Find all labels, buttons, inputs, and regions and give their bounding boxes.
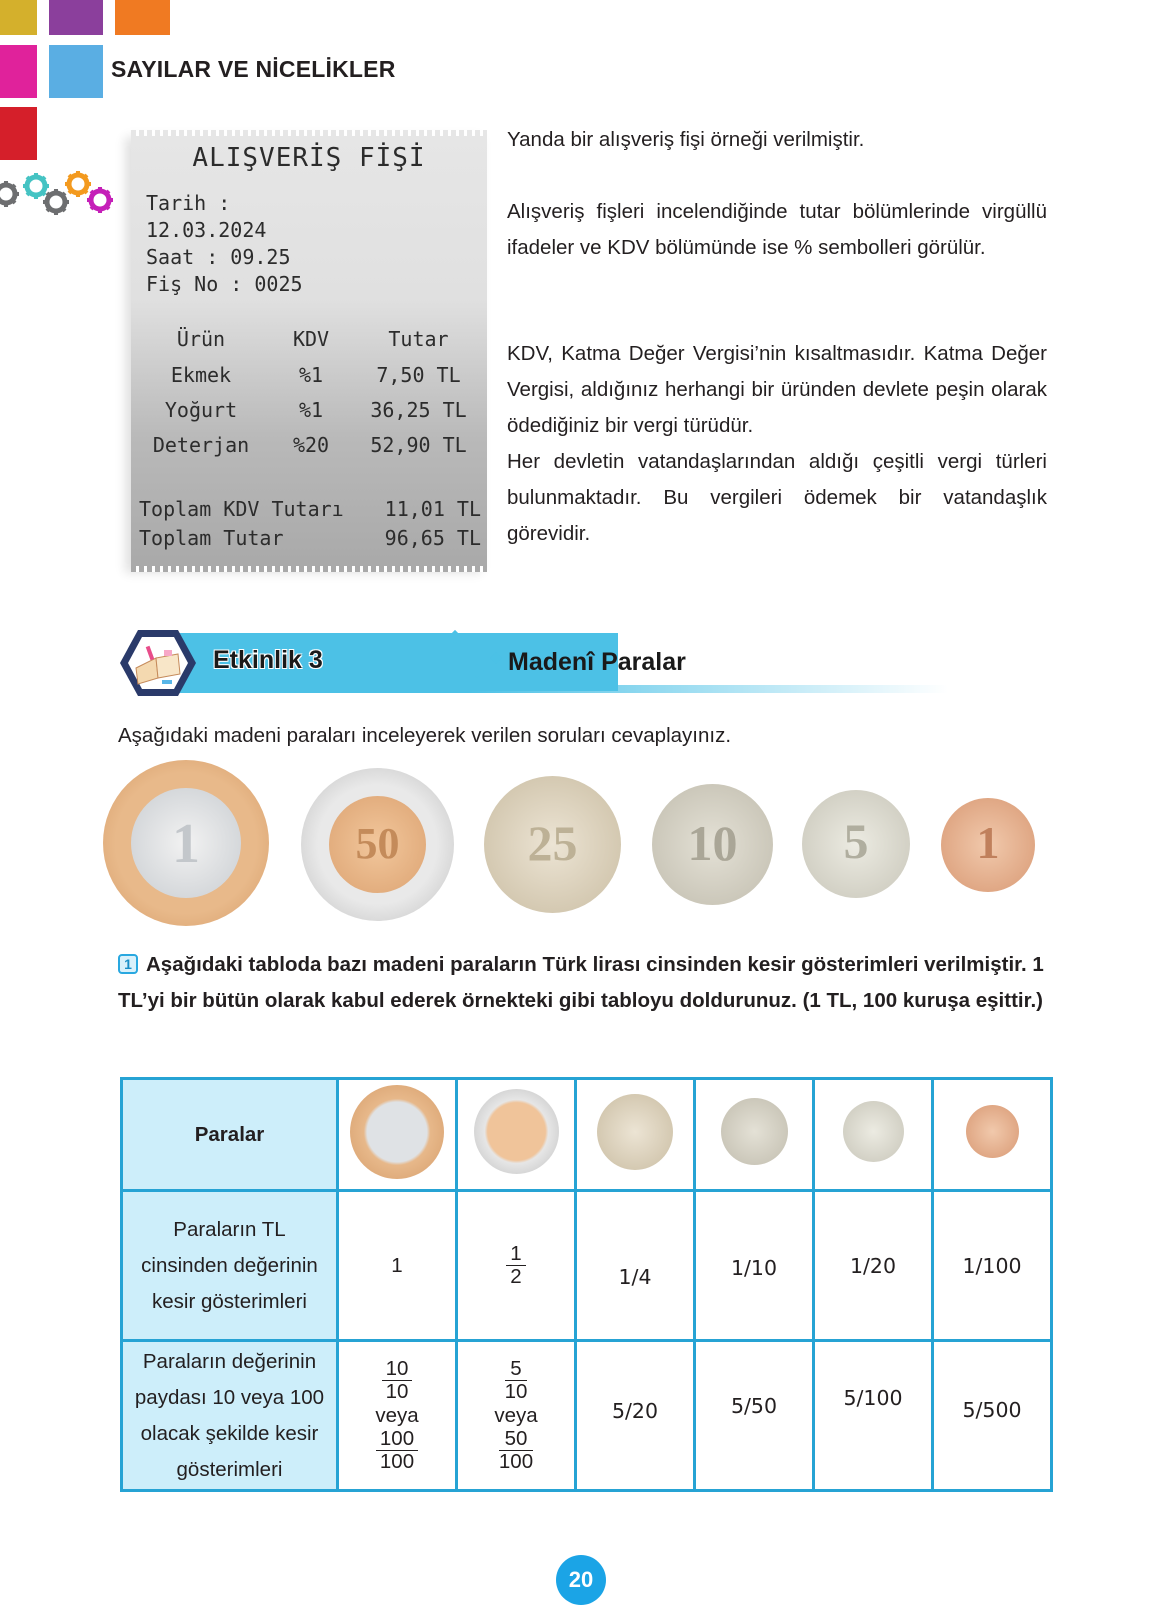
intro-paragraph-1: Yanda bir alışveriş fişi örneği verilmiştir. <box>507 128 865 151</box>
item-vat: %20 <box>292 433 330 457</box>
denominator: 100 <box>498 1449 534 1473</box>
numerator: 10 <box>382 1358 413 1381</box>
coin-value: 25 <box>527 815 578 871</box>
total-label: Toplam Tutar <box>139 526 284 550</box>
item-amount: 36,25 TL <box>370 398 467 422</box>
coin-25-kurus <box>484 776 621 913</box>
table-cell-coin <box>814 1079 933 1191</box>
receipt-column-headers <box>131 327 487 357</box>
numerator: 100 <box>376 1428 418 1451</box>
row-label-decimal-fraction: Paraların değerinin paydası 10 veya 100 olacak şekilde kesir gösterimleri <box>122 1341 338 1491</box>
coin-50-kurus <box>301 768 454 921</box>
denominator: 10 <box>385 1379 409 1403</box>
cell-1-lira-decimal <box>338 1341 457 1491</box>
question-number-badge: 1 <box>118 954 138 974</box>
table-cell-coin <box>933 1079 1052 1191</box>
item-product: Deterjan <box>152 433 250 457</box>
answer-25-kurus[interactable]: 1/4 <box>576 1191 695 1341</box>
coin-1-kurus-icon <box>966 1105 1019 1158</box>
col-product: Ürün <box>176 327 226 351</box>
answer-5-kurus[interactable]: 1/20 <box>814 1191 933 1341</box>
numerator: 50 <box>499 1428 533 1451</box>
total-vat-label: Toplam KDV Tutarı <box>139 497 344 521</box>
fraction <box>505 1358 528 1403</box>
decor-square-red <box>0 107 37 160</box>
item-amount: 7,50 TL <box>376 363 461 387</box>
coin-1-lira-icon <box>350 1085 444 1179</box>
row-label-tl-fraction: Paraların TL cinsinden değerinin kesir gösterimleri <box>122 1191 338 1341</box>
table-cell-coin <box>576 1079 695 1191</box>
coin-5-kurus <box>802 790 910 898</box>
coin-1-lira <box>103 760 269 926</box>
activity-banner <box>118 628 958 698</box>
decor-square-yellow <box>0 0 37 35</box>
fraction <box>376 1428 418 1473</box>
chapter-title: SAYILAR VE NİCELİKLER <box>111 56 396 82</box>
table-row-tl-fraction <box>122 1191 1052 1341</box>
coin-value: 1 <box>172 813 200 875</box>
coin-50-kurus-icon <box>474 1089 559 1174</box>
denominator: 100 <box>379 1449 415 1473</box>
coin-10-kurus <box>652 784 773 905</box>
answer-10-kurus-decimal[interactable]: 5/50 <box>695 1341 814 1491</box>
table-cell-coin <box>338 1079 457 1191</box>
col-vat: KDV <box>292 327 330 351</box>
coin-value: 5 <box>843 813 869 869</box>
denominator: 2 <box>510 1264 522 1288</box>
table-row-decimal-fraction <box>122 1341 1052 1491</box>
coin-value: 50 <box>355 819 400 868</box>
or-label: veya <box>494 1403 538 1427</box>
item-vat: %1 <box>298 363 324 387</box>
diamond-pattern-decor <box>388 628 518 698</box>
numerator: 5 <box>505 1358 528 1381</box>
table-header-paralar: Paralar <box>122 1079 338 1191</box>
receipt-item <box>131 363 487 393</box>
table-cell-coin <box>457 1079 576 1191</box>
cell-1-lira-fraction: 1 <box>338 1191 457 1341</box>
denominator: 10 <box>504 1379 528 1403</box>
decor-square-purple <box>49 0 103 35</box>
coin-fraction-table <box>120 1077 1053 1492</box>
coin-10-kurus-icon <box>721 1098 788 1165</box>
receipt-item <box>131 398 487 428</box>
answer-1-kurus[interactable]: 1/100 <box>933 1191 1052 1341</box>
receipt-time: Saat : 09.25 <box>146 245 291 269</box>
fraction <box>499 1428 533 1473</box>
shopping-receipt <box>131 133 487 569</box>
answer-1-kurus-decimal[interactable]: 5/500 <box>933 1341 1052 1491</box>
total-vat-value: 11,01 TL <box>384 497 481 521</box>
decor-square-orange <box>115 0 170 35</box>
decor-square-blue <box>49 45 103 98</box>
answer-5-kurus-decimal[interactable]: 5/100 <box>814 1341 933 1491</box>
answer-25-kurus-decimal[interactable]: 5/20 <box>576 1341 695 1491</box>
receipt-title: ALIŞVERİŞ FİŞİ <box>192 143 426 173</box>
coin-value: 1 <box>976 817 1000 868</box>
receipt-date-value: 12.03.2024 <box>146 218 267 242</box>
gears-icon <box>0 168 120 220</box>
item-vat: %1 <box>298 398 324 422</box>
activity-label: Etkinlik 3 <box>213 646 323 674</box>
item-amount: 52,90 TL <box>370 433 467 457</box>
decor-square-pink <box>0 45 37 98</box>
item-product: Yoğurt <box>164 398 238 422</box>
col-amount: Tutar <box>388 327 449 351</box>
fraction <box>506 1243 525 1288</box>
receipt-number: Fiş No : 0025 <box>146 272 303 296</box>
book-icon <box>118 628 198 698</box>
receipt-item <box>131 433 487 463</box>
coin-value: 10 <box>687 815 738 871</box>
page-number: 20 <box>556 1555 606 1605</box>
intro-paragraph-3: KDV, Katma Değer Vergisi’nin kısaltmasıdır. Katma Değer Vergisi, aldığınız herhangi bir üründen devlete peşin olarak ödediğiniz bir vergi türüdür. <box>507 342 1047 437</box>
intro-paragraph-2: Alışveriş fişleri incelendiğinde tutar bölümlerinde virgüllü ifadeler ve KDV bölümünde ise % sembolleri görülür. <box>507 200 1047 259</box>
or-label: veya <box>375 1403 419 1427</box>
table-cell-coin <box>695 1079 814 1191</box>
item-product: Ekmek <box>170 363 232 387</box>
coin-1-kurus <box>941 798 1035 892</box>
receipt-date-label: Tarih : <box>146 191 231 215</box>
table-row-coins <box>122 1079 1052 1191</box>
numerator: 1 <box>506 1243 525 1266</box>
cell-50-kurus-decimal <box>457 1341 576 1491</box>
cell-50-kurus-fraction <box>457 1191 576 1341</box>
question-text: Aşağıdaki tabloda bazı madeni paraların Türk lirası cinsinden kesir gösterimleri verilmiştir. 1 TL’yi bir bütün olarak kabul ederek örnekteki gibi tabloyu doldurunuz. (1 TL, 100 kuruşa eşittir.) <box>118 953 1044 1012</box>
activity-title: Madenî Paralar <box>508 648 686 676</box>
activity-instruction: Aşağıdaki madeni paraları inceleyerek verilen soruları cevaplayınız. <box>118 724 732 747</box>
fraction <box>382 1358 413 1403</box>
intro-paragraph-4: Her devletin vatandaşlarından aldığı çeşitli vergi türleri bulunmaktadır. Bu vergileri ödemek bir vatandaşlık görevidir. <box>507 450 1047 545</box>
answer-10-kurus[interactable]: 1/10 <box>695 1191 814 1341</box>
coin-25-kurus-icon <box>597 1094 673 1170</box>
total-value: 96,65 TL <box>384 526 481 550</box>
coin-5-kurus-icon <box>843 1101 904 1162</box>
question-1 <box>118 947 1048 1019</box>
